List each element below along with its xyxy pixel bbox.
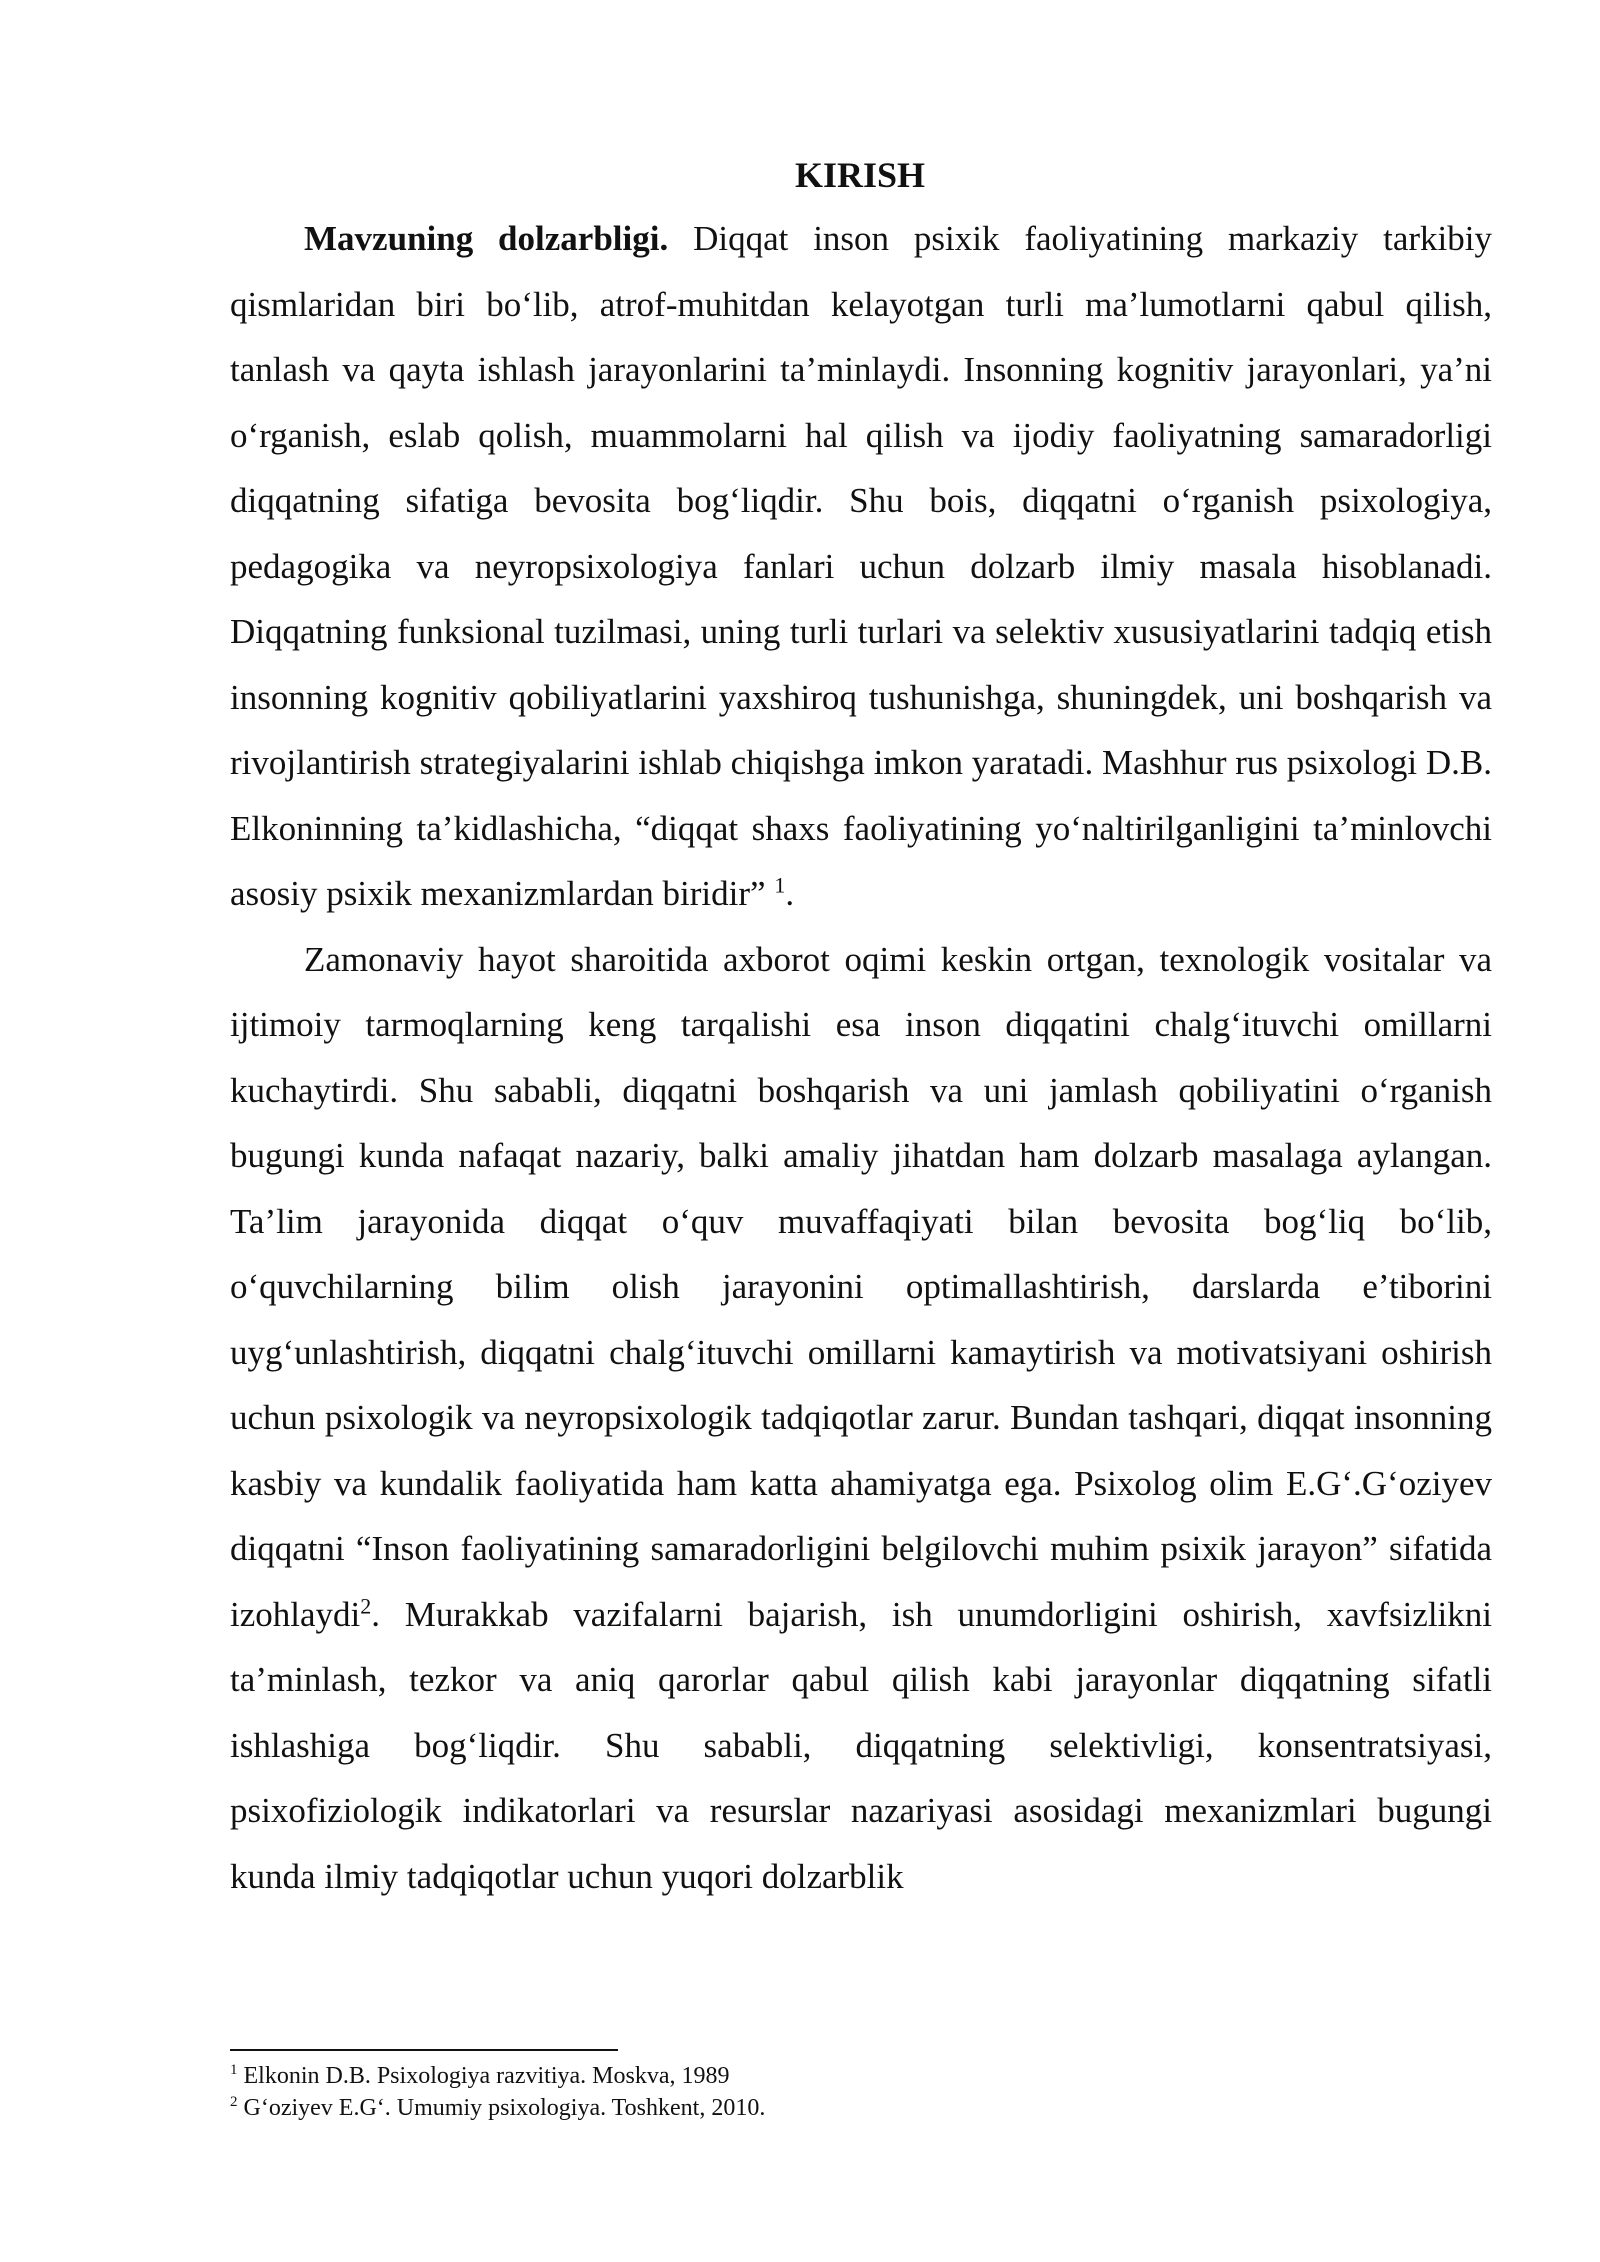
paragraph-text-continued: . Murakkab vazifalarni bajarish, ish unumdorligini oshirish, xavfsizlikni ta’minlash, tezkor va aniq qarorlar qabul qilish kabi jarayonlar diqqatning sifatli ishlashiga bog‘liqdir. Shu sababli, diqqatning selektivligi, konsentratsiyasi, psixofiziologik indikatorlari va resurslar nazariyasi asosidagi mexanizmlari bugungi kunda ilmiy tadqiqotlar uchun yuqori dolzarblik xyxy=(230,1594,1492,1896)
paragraph-lead-title: Mavzuning dolzarbligi. xyxy=(304,219,669,258)
footnote-separator xyxy=(230,2049,618,2051)
footnote-text: G‘oziyev E.G‘. Umumiy psixologiya. Toshkent, 2010. xyxy=(237,2095,766,2121)
footnote-ref-1[interactable]: 1 xyxy=(774,872,786,898)
footnotes xyxy=(230,2060,1492,2124)
paragraph-relevance xyxy=(230,206,1492,927)
paragraph-modern-life xyxy=(230,927,1492,1910)
section-heading: KIRISH xyxy=(794,155,926,195)
footnote-1 xyxy=(230,2060,1492,2092)
body-text xyxy=(230,206,1492,1909)
footnote-marker: 2 xyxy=(230,2094,238,2110)
paragraph-text: Diqqat inson psixik faoliyatining markaziy tarkibiy qismlaridan biri bo‘lib, atrof-muhitdan kelayotgan turli ma’lumotlarni qabul qilish, tanlash va qayta ishlash jarayonlarini ta’minlaydi. Insonning kognitiv jarayonlari, ya’ni o‘rganish, eslab qolish, muammolarni hal qilish va ijodiy faoliyatning samaradorligi diqqatning sifatiga bevosita bog‘liqdir. Shu bois, diqqatni o‘rganish psixologiya, pedagogika va neyropsixologiya fanlari uchun dolzarb ilmiy masala hisoblanadi. Diqqatning funksional tuzilmasi, uning turli turlari va selektiv xususiyatlarini tadqiq etish insonning kognitiv qobiliyatlarini yaxshiroq tushunishga, shuningdek, uni boshqarish va rivojlantirish strategiyalarini ishlab chiqishga imkon yaratadi. Mashhur rus psixologi D.B. Elkoninning ta’kidlashicha, “diqqat shaxs faoliyatining yo‘naltirilganligini ta’minlovchi asosiy psixik mexanizmlardan biridir” xyxy=(230,219,1492,913)
footnote-marker: 1 xyxy=(230,2062,238,2078)
footnote-text: Elkonin D.B. Psixologiya razvitiya. Moskva, 1989 xyxy=(237,2063,730,2089)
paragraph-end: . xyxy=(785,874,795,913)
footnote-2 xyxy=(230,2092,1492,2124)
paragraph-text: Zamonaviy hayot sharoitida axborot oqimi keskin ortgan, texnologik vositalar va ijtimoiy tarmoqlarning keng tarqalishi esa inson diqqatini chalg‘ituvchi omillarni kuchaytirdi. Shu sababli, diqqatni boshqarish va uni jamlash qobiliyatini o‘rganish bugungi kunda nafaqat nazariy, balki amaliy jihatdan ham dolzarb masalaga aylangan. Ta’lim jarayonida diqqat o‘quv muvaffaqiyati bilan bevosita bog‘liq bo‘lib, o‘quvchilarning bilim olish jarayonini optimallashtirish, darslarda e’tiborini uyg‘unlashtirish, diqqatni chalg‘ituvchi omillarni kamaytirish va motivatsiyani oshirish uchun psixologik va neyropsixologik tadqiqotlar zarur. Bundan tashqari, diqqat insonning kasbiy va kundalik faoliyatida ham katta ahamiyatga ega. Psixolog olim E.G‘.G‘oziyev diqqatni “Inson faoliyatining samaradorligini belgilovchi muhim psixik jarayon” sifatida izohlaydi xyxy=(230,939,1492,1634)
footnote-ref-2[interactable]: 2 xyxy=(360,1592,372,1618)
